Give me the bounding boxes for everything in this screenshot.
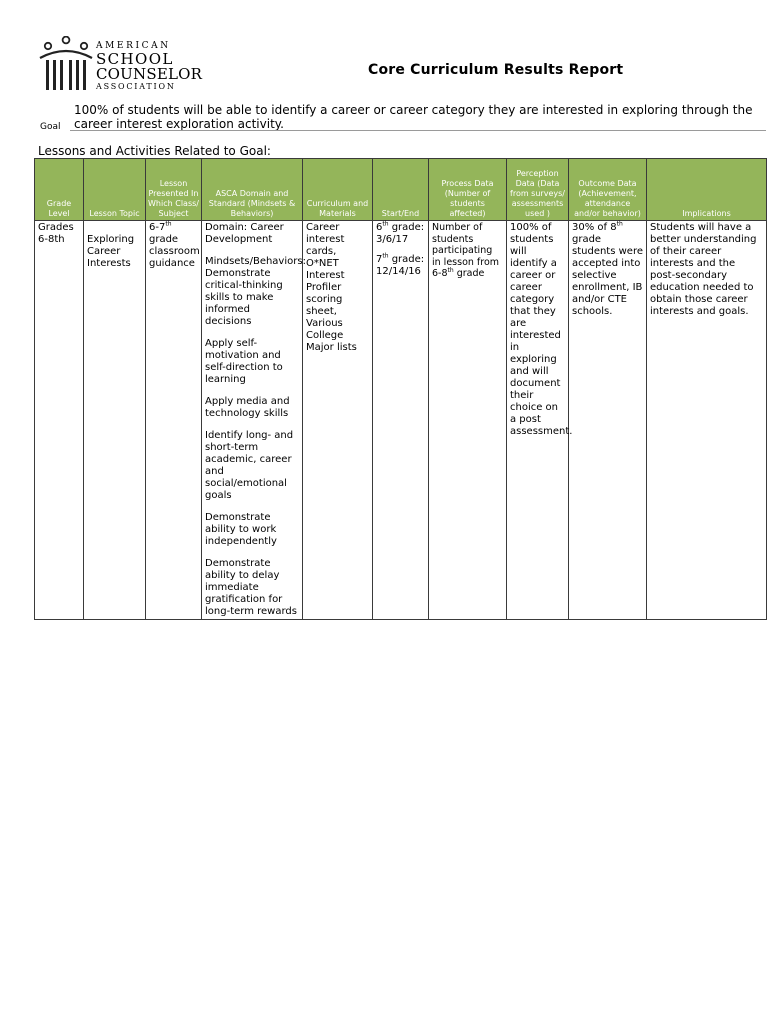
asca-logo [38, 36, 203, 94]
domain-name: Domain: Career Development [205, 222, 284, 245]
end-date: 7th grade: 12/14/16 [376, 252, 425, 277]
logo-line-school: SCHOOL [96, 50, 174, 68]
header-class-subject: Lesson Presented In Which Class/ Subject [146, 159, 202, 221]
cell-asca-domain [202, 221, 306, 620]
header-asca-domain: ASCA Domain and Standard (Mindsets & Behaviors) [202, 159, 303, 221]
cell-class [146, 221, 202, 620]
cell-outcome-data: 30% of 8th grade students were accepted into selective enrollment, IB and/or CTE schools. [569, 221, 647, 620]
lessons-heading: Lessons and Activities Related to Goal: [38, 144, 271, 158]
table-row [35, 221, 767, 620]
behavior-item: Demonstrate ability to work independently [205, 512, 277, 547]
class-grade-number: 6-7 [149, 222, 166, 233]
class-grade-rest: grade classroom guidance [149, 234, 200, 269]
logo-wordmark [96, 42, 202, 91]
start-date: 6th grade: 3/6/17 [376, 220, 425, 245]
report-title: Core Curriculum Results Report [368, 62, 624, 78]
behavior-item: Apply media and technology skills [205, 396, 290, 419]
header-implications: Implications [647, 159, 767, 221]
cell-perception-data: 100% of students will identify a career or career category that they are interested in exploring and will document their choice on a post assessment. [507, 221, 569, 620]
cell-grade: Grades 6-8th [35, 221, 84, 620]
cell-materials: Career interest cards, O*NET Interest Profiler scoring sheet, Various College Major lists [303, 221, 373, 620]
cell-topic: Exploring Career Interests [84, 221, 146, 620]
header-lesson-topic: Lesson Topic [84, 159, 146, 221]
header-outcome-data: Outcome Data (Achievement, attendance and/or behavior) [569, 159, 647, 221]
goal-underline [70, 130, 766, 131]
header-perception-data: Perception Data (Data from surveys/ assessments used ) [507, 159, 569, 221]
behavior-item: Identify long- and short-term academic, career and social/emotional goals [205, 430, 294, 501]
logo-line-american: AMERICAN [96, 41, 171, 51]
logo-line-counselor: COUNSELOR [96, 65, 203, 83]
cell-process-data: Number of students participating in lesson from 6-8th grade [429, 221, 507, 620]
goal-label: Goal [40, 122, 61, 132]
mindset-item: Mindsets/Behaviors: Demonstrate critical-thinking skills to make informed decisions [205, 256, 306, 327]
lessons-table [34, 158, 767, 620]
cell-start-end [373, 221, 429, 620]
logo-line-association: ASSOCIATION [96, 82, 176, 91]
goal-text: 100% of students will be able to identify a career or career category they are interested in exploring through the career interest exploration activity. [74, 103, 753, 131]
class-grade-suffix: th [165, 220, 172, 228]
asca-figures-icon [38, 36, 94, 94]
behavior-item: Demonstrate ability to delay immediate gratification for long-term rewards [205, 558, 297, 617]
header-process-data: Process Data (Number of students affected) [429, 159, 507, 221]
cell-implications: Students will have a better understanding of their career interests and the post-secondary education needed to obtain those career interests and goals. [647, 221, 767, 620]
header-start-end: Start/End [373, 159, 429, 221]
table-header-row [35, 159, 767, 221]
header-curriculum-materials: Curriculum and Materials [303, 159, 373, 221]
behavior-item: Apply self-motivation and self-direction to learning [205, 338, 283, 385]
header-grade-level: Grade Level [35, 159, 84, 221]
